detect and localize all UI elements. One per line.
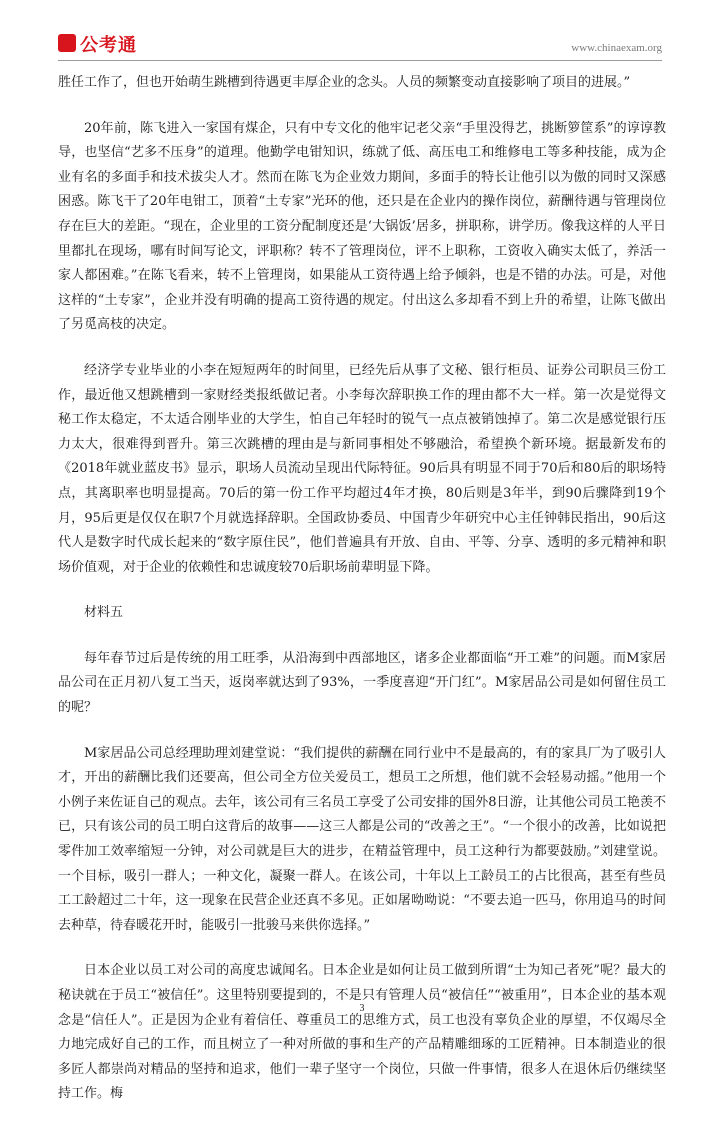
header-divider (58, 60, 662, 61)
site-url: www.chinaexam.org (571, 42, 662, 54)
page-number: 3 (359, 1003, 365, 1014)
paragraph: 每年春节过后是传统的用工旺季，从沿海到中西部地区，诸多企业都面临“开工难”的问题。而M家居品公司在正月初八复工当天，返岗率就达到了93%，一季度喜迎“开门红”。M家居品公司是如何留住员工的呢？ (58, 650, 666, 716)
section-heading: 材料五 (84, 605, 124, 621)
page-header (58, 32, 662, 62)
document-body (58, 71, 666, 1128)
paragraph: 日本企业以员工对公司的高度忠诚闻名。日本企业是如何让员工做到所谓“士为知己者死”呢？最大的秘诀就在于员工“被信任”。这里特别要提到的，不是只有管理人员“被信任”“被重用”，日本企业的基本观念是“信任人”。正是因为企业有着信任、尊重员工的思维方式，员工也没有辜负企业的厚望，不仅竭尽全力地完成好自己的工作，而且树立了一种对所做的事和生产的产品精雕细琢的工匠精神。日本制造业的很多匠人都崇尚对精品的坚持和追求，他们一辈子坚守一个岗位，只做一件事情，很多人在退休后仍继续坚持工作。梅 (58, 963, 666, 1102)
paragraph: 经济学专业毕业的小李在短短两年的时间里，已经先后从事了文秘、银行柜员、证券公司职员三份工作，最近他又想跳槽到一家财经类报纸做记者。小李每次辞职换工作的理由都不大一样。第一次是觉得文秘工作太稳定，不太适合刚毕业的大学生，怕自己年轻时的锐气一点点被销蚀掉了。第二次是感觉银行压力太大，很难得到晋升。第三次跳槽的理由是与新同事相处不够融洽，希望换个新环境。据最新发布的《2018年就业蓝皮书》显示，职场人员流动呈现出代际特征。90后具有明显不同于70后和80后的职场特点，其离职率也明显提高。70后的第一份工作平均超过4年才换，80后则是3年半，到90后骤降到19个月，95后更是仅仅在职7个月就选择辞职。全国政协委员、中国青少年研究中心主任钟韩民指出，90后这代人是数字时代成长起来的“数字原住民”，他们普遍具有开放、自由、平等、分享、透明的多元精神和职场价值观，对于企业的依赖性和忠诚度较70后职场前辈明显下降。 (58, 362, 666, 575)
logo-icon (58, 34, 76, 52)
paragraph: 20年前，陈飞进入一家国有煤企，只有中专文化的他牢记老父亲“手里没得艺，挑断箩筐系”的谆谆教导，也坚信“艺多不压身”的道理。他勤学电钳知识，练就了低、高压电工和维修电工等多种技能，成为企业有名的多面手和技术拔尖人才。然而在陈飞为企业效力期间，多面手的特长让他引以为傲的同时又深感困惑。陈飞干了20年电钳工，顶着“土专家”光环的他，还只是在企业内的操作岗位，薪酬待遇与管理岗位存在巨大的差距。“现在，企业里的工资分配制度还是‘大锅饭’居多，拼职称，讲学历。像我这样的人平日里都扎在现场，哪有时间写论文，评职称？转不了管理岗位，评不上职称，工资收入确实太低了，养活一家人都困难。”在陈飞看来，转不上管理岗，如果能从工资待遇上给予倾斜，也是不错的办法。可是，对他这样的“土专家”，企业并没有明确的提高工资待遇的规定。付出这么多却看不到上升的希望，让陈飞做出了另觅高枝的决定。 (58, 120, 666, 333)
paragraph: M家居品公司总经理助理刘建堂说：“我们提供的薪酬在同行业中不是最高的，有的家具厂为了吸引人才，开出的薪酬比我们还要高，但公司全方位关爱员工，想员工之所想，他们就不会轻易动摇。”他用一个小例子来佐证自己的观点。去年，该公司有三名员工享受了公司安排的国外8日游，让其他公司员工艳羡不已，只有该公司的员工明白这背后的故事——这三人都是公司的“改善之王”。“一个很小的改善，比如说把零件加工效率缩短一分钟，对公司就是巨大的进步，在精益管理中，员工这种行为都要鼓励。”刘建堂说。一个目标，吸引一群人；一种文化，凝聚一群人。在该公司，十年以上工龄员工的占比很高，甚至有些员工工龄超过二十年，这一现象在民营企业还真不多见。正如屠呦呦说：“不要去追一匹马，你用追马的时间去种草，待春暖花开时，能吸引一批骏马来供你选择。” (58, 745, 666, 933)
logo-text: 公考通 (80, 35, 137, 56)
paragraph: 胜任工作了，但也开始萌生跳槽到待遇更丰厚企业的念头。人员的频繁变动直接影响了项目的进展。” (58, 75, 631, 90)
